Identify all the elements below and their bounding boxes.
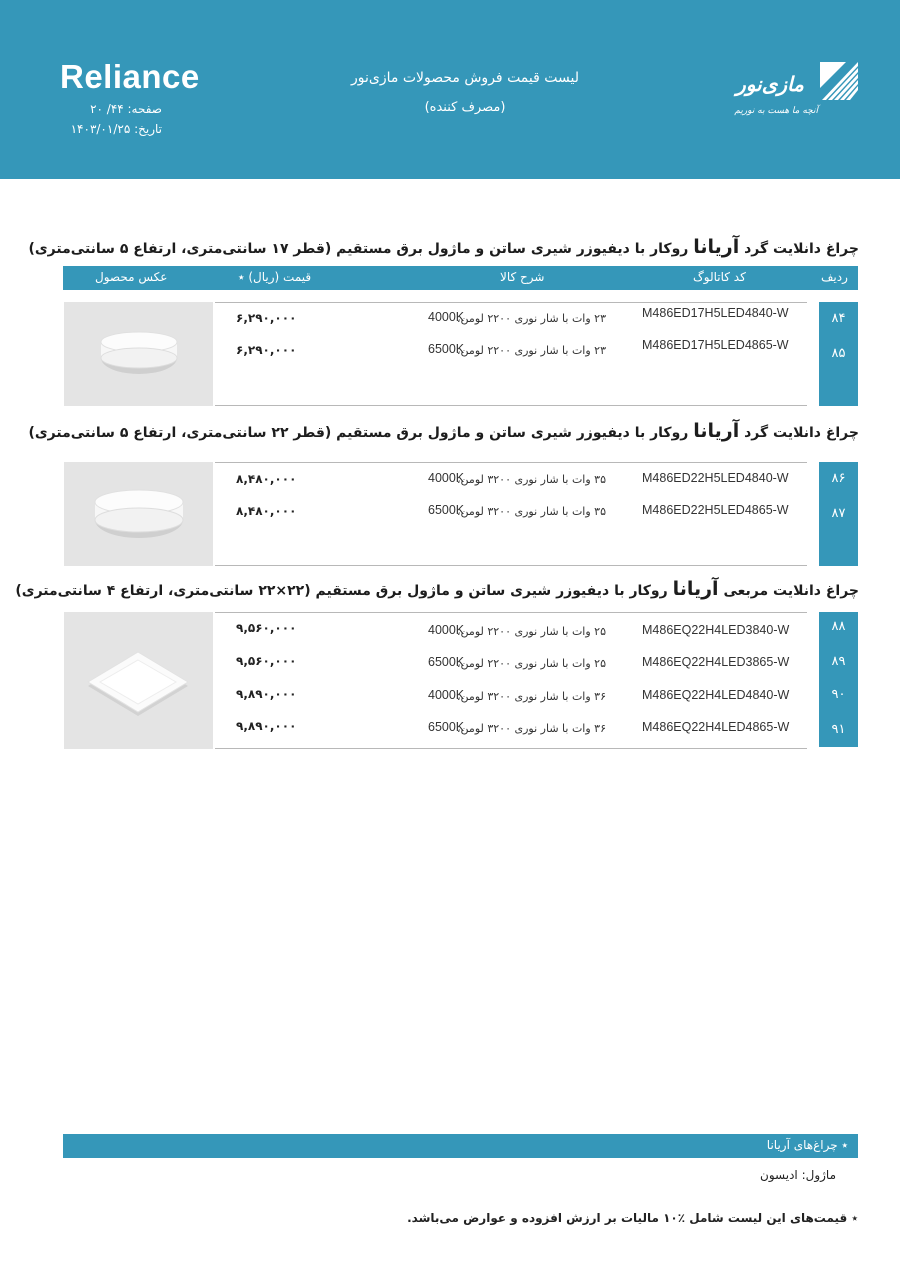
description: ۳۵ وات با شار نوری ۳۲۰۰ لومن، — [457, 505, 606, 518]
description: ۲۵ وات با شار نوری ۲۲۰۰ لومن، — [457, 625, 606, 638]
description: ۲۳ وات با شار نوری ۲۲۰۰ لومن، — [457, 312, 606, 325]
row-number: ۸۸ — [831, 619, 846, 634]
page-header — [0, 0, 900, 179]
col-description: شرح کالا — [500, 270, 545, 284]
divider — [215, 302, 807, 303]
section-title: چراغ دانلایت گرد آریانا روکار با دیفیوزر شیری ساتن و ماژول برق مستقیم (قطر ۲۲ سانتی‌متری، ارتفاع ۵ سانتی‌متری) — [28, 420, 859, 442]
date-label: تاریخ: ۱۴۰۳/۰۱/۲۵ — [70, 122, 162, 136]
divider — [215, 405, 807, 406]
page-subtitle: (مصرف کننده) — [424, 100, 506, 115]
catalog-code: M486EQ22H4LED3865-W — [642, 655, 790, 669]
color-temp: 6500K — [428, 342, 465, 356]
color-temp: 6500K — [428, 720, 465, 734]
maazinoor-logo — [722, 60, 862, 124]
section-title: چراغ دانلایت مربعی آریانا روکار با دیفیوزر شیری ساتن و ماژول برق مستقیم (۲۲×۲۲ سانتی‌متری، ارتفاع ۴ سانتی‌متری) — [15, 578, 859, 600]
catalog-code: M486EQ22H4LED3840-W — [642, 623, 790, 637]
col-catalog-code: کد کاتالوگ — [693, 270, 746, 284]
row-number: ۸۹ — [831, 654, 846, 669]
table-header — [63, 266, 858, 290]
description: ۲۳ وات با شار نوری ۲۲۰۰ لومن، — [457, 344, 606, 357]
price: ۶,۲۹۰,۰۰۰ — [236, 311, 297, 325]
row-number: ۸۷ — [831, 506, 846, 521]
module-note: ماژول: ادیسون — [760, 1168, 836, 1182]
color-temp: 4000K — [428, 310, 465, 324]
color-temp: 4000K — [428, 471, 465, 485]
footer-bar-label: ٭ چراغ‌های آریانا — [766, 1138, 848, 1152]
color-temp: 4000K — [428, 623, 465, 637]
catalog-code: M486EQ22H4LED4865-W — [642, 720, 790, 734]
price: ۹,۵۶۰,۰۰۰ — [236, 654, 297, 668]
description: ۲۵ وات با شار نوری ۲۲۰۰ لومن، — [457, 657, 606, 670]
description: ۳۶ وات با شار نوری ۳۲۰۰ لومن، — [457, 722, 606, 735]
page-title: لیست قیمت فروش محصولات مازی‌نور — [351, 70, 579, 86]
color-temp: 6500K — [428, 503, 465, 517]
divider — [215, 462, 807, 463]
catalog-code: M486EQ22H4LED4840-W — [642, 688, 790, 702]
page-number: صفحه: ۴۴/ ۲۰ — [90, 102, 162, 116]
price: ۸,۴۸۰,۰۰۰ — [236, 472, 297, 486]
price: ۹,۵۶۰,۰۰۰ — [236, 621, 297, 635]
row-number: ۸۵ — [831, 346, 846, 361]
logo-wordmark: مازی‌نور — [736, 72, 804, 96]
catalog-code: M486ED17H5LED4865-W — [642, 338, 789, 352]
row-number: ۸۴ — [831, 311, 846, 326]
col-photo: عکس محصول — [95, 270, 168, 284]
price: ۹,۸۹۰,۰۰۰ — [236, 719, 297, 733]
catalog-code: M486ED22H5LED4865-W — [642, 503, 789, 517]
price: ۸,۴۸۰,۰۰۰ — [236, 504, 297, 518]
product-photo — [64, 612, 213, 749]
color-temp: 6500K — [428, 655, 465, 669]
divider — [215, 565, 807, 566]
product-photo — [64, 302, 213, 406]
tax-note: ٭ قیمت‌های این لیست شامل ٪۱۰ مالیات بر ارزش افزوده و عوارض می‌باشد. — [407, 1211, 858, 1225]
divider — [215, 748, 807, 749]
row-number: ۸۶ — [831, 471, 846, 486]
section-title: چراغ دانلایت گرد آریانا روکار با دیفیوزر شیری ساتن و ماژول برق مستقیم (قطر ۱۷ سانتی‌متری، ارتفاع ۵ سانتی‌متری) — [28, 236, 859, 258]
row-number: ۹۰ — [831, 687, 846, 702]
footer-bar — [63, 1134, 858, 1158]
catalog-code: M486ED17H5LED4840-W — [642, 306, 789, 320]
price: ۶,۲۹۰,۰۰۰ — [236, 343, 297, 357]
brand-name: Reliance — [60, 58, 200, 95]
color-temp: 4000K — [428, 688, 465, 702]
description: ۳۶ وات با شار نوری ۳۲۰۰ لومن، — [457, 690, 606, 703]
divider — [215, 612, 807, 613]
row-number: ۹۱ — [831, 722, 846, 737]
price: ۹,۸۹۰,۰۰۰ — [236, 687, 297, 701]
description: ۳۵ وات با شار نوری ۳۲۰۰ لومن، — [457, 473, 606, 486]
product-photo — [64, 462, 213, 566]
col-price: قیمت (ریال) ٭ — [238, 270, 312, 284]
logo-tagline: آنچه ما هست به نوریم — [734, 106, 818, 116]
col-row: ردیف — [821, 270, 848, 284]
catalog-code: M486ED22H5LED4840-W — [642, 471, 789, 485]
